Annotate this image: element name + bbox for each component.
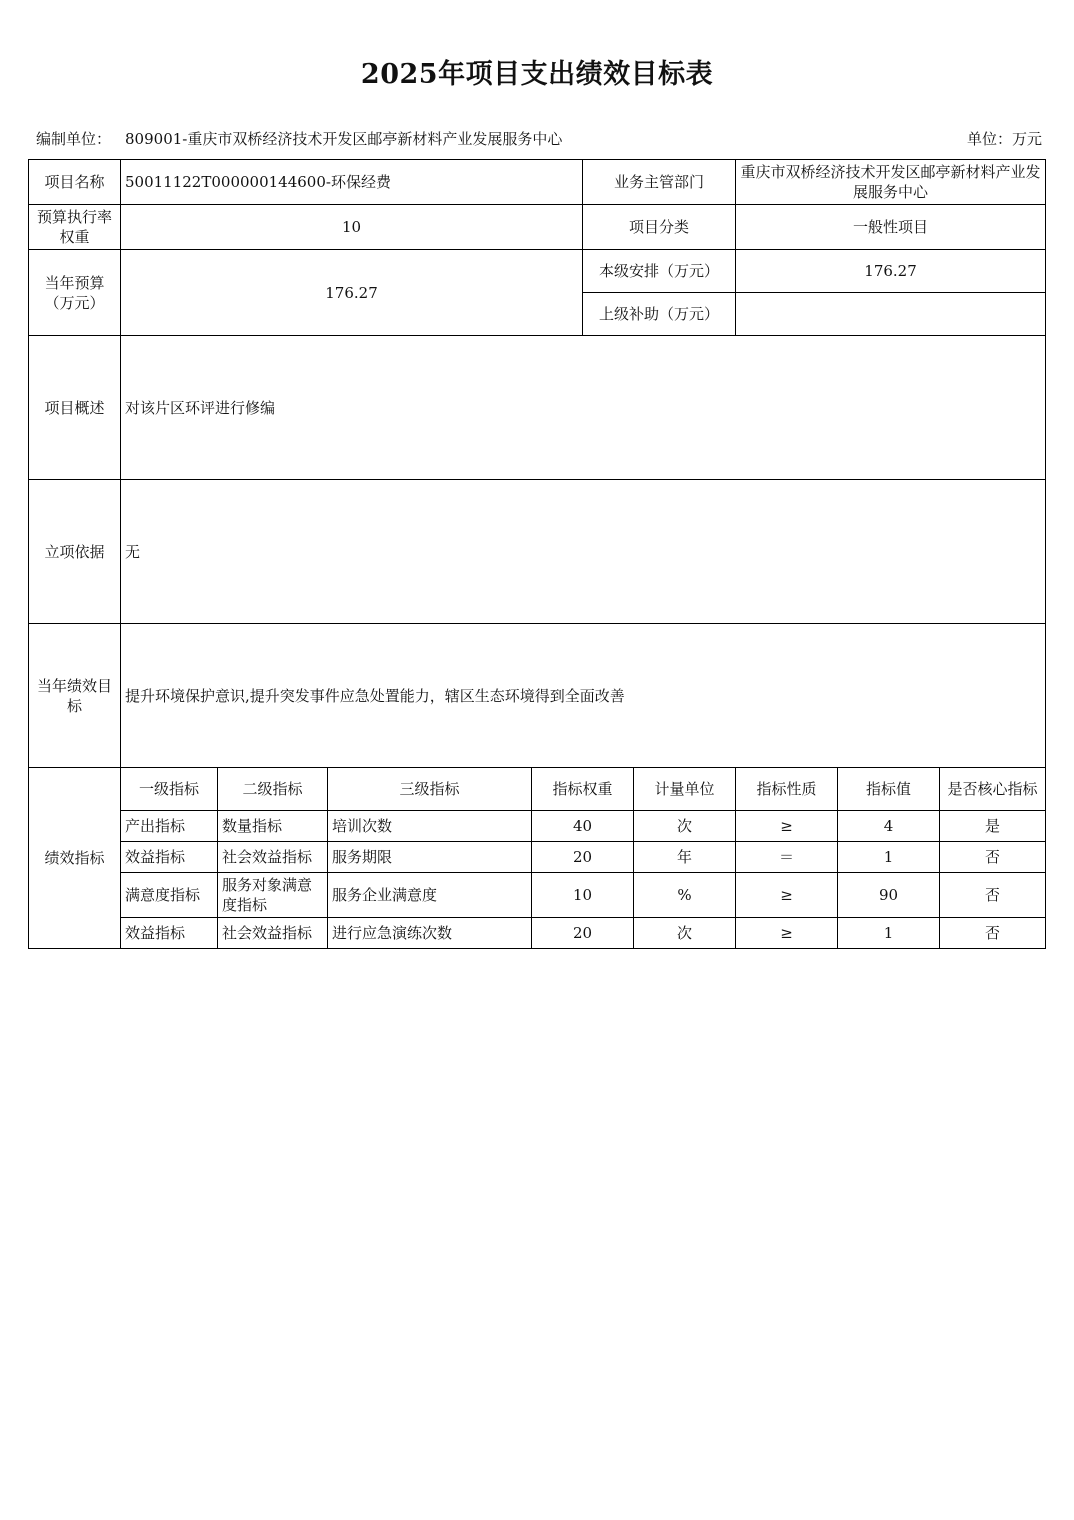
weight-label: 预算执行率权重 (29, 205, 121, 250)
upper-value (736, 293, 1046, 336)
level3-cell: 服务企业满意度 (328, 873, 532, 918)
table-row (29, 842, 1046, 873)
header-value: 指标值 (838, 768, 940, 811)
level2-cell: 社会效益指标 (218, 842, 328, 873)
unit-cell: % (634, 873, 736, 918)
weight-cell: 40 (532, 811, 634, 842)
weight-value: 10 (121, 205, 583, 250)
level1-cell: 效益指标 (121, 842, 218, 873)
budget-label: 当年预算（万元） (29, 250, 121, 336)
performance-table (28, 159, 1046, 949)
value-cell: 1 (838, 842, 940, 873)
core-cell: 是 (940, 811, 1046, 842)
goal-value: 提升环境保护意识,提升突发事件应急处置能力，辖区生态环境得到全面改善 (121, 624, 1046, 768)
core-cell: 否 (940, 842, 1046, 873)
budget-value: 176.27 (121, 250, 583, 336)
level2-cell: 数量指标 (218, 811, 328, 842)
header-weight: 指标权重 (532, 768, 634, 811)
core-cell: 否 (940, 873, 1046, 918)
header-nature: 指标性质 (736, 768, 838, 811)
level1-cell: 产出指标 (121, 811, 218, 842)
core-cell: 否 (940, 918, 1046, 949)
weight-cell: 20 (532, 842, 634, 873)
local-value: 176.27 (736, 250, 1046, 293)
goal-label: 当年绩效目标 (29, 624, 121, 768)
level3-cell: 培训次数 (328, 811, 532, 842)
value-cell: 90 (838, 873, 940, 918)
indicator-header-row (29, 768, 1046, 811)
table-row (29, 811, 1046, 842)
project-name-label: 项目名称 (29, 160, 121, 205)
unit-label: 单位：万元 (966, 130, 1042, 148)
value-cell: 4 (838, 811, 940, 842)
level2-cell: 社会效益指标 (218, 918, 328, 949)
level2-cell: 服务对象满意度指标 (218, 873, 328, 918)
local-label: 本级安排（万元） (583, 250, 736, 293)
header-unit: 计量单位 (634, 768, 736, 811)
header-level1: 一级指标 (121, 768, 218, 811)
weight-cell: 20 (532, 918, 634, 949)
dept-value: 重庆市双桥经济技术开发区邮亭新材料产业发展服务中心 (736, 160, 1046, 205)
nature-cell: ≥ (736, 811, 838, 842)
weight-cell: 10 (532, 873, 634, 918)
unit-cell: 次 (634, 811, 736, 842)
table-row (29, 873, 1046, 918)
nature-cell: ≥ (736, 873, 838, 918)
unit-cell: 年 (634, 842, 736, 873)
page-title: 2025年项目支出绩效目标表 (360, 59, 714, 90)
level1-cell: 满意度指标 (121, 873, 218, 918)
category-value: 一般性项目 (736, 205, 1046, 250)
indicator-section-label: 绩效指标 (29, 768, 121, 949)
overview-value: 对该片区环评进行修编 (121, 336, 1046, 480)
dept-label: 业务主管部门 (583, 160, 736, 205)
table-row (29, 918, 1046, 949)
nature-cell: ≥ (736, 918, 838, 949)
basis-label: 立项依据 (29, 480, 121, 624)
org-label: 编制单位： (36, 130, 112, 148)
project-name-value: 50011122T000000144600-环保经费 (121, 160, 583, 205)
header-core: 是否核心指标 (940, 768, 1046, 811)
category-label: 项目分类 (583, 205, 736, 250)
header-level3: 三级指标 (328, 768, 532, 811)
nature-cell: ＝ (736, 842, 838, 873)
org-value: 809001-重庆市双桥经济技术开发区邮亭新材料产业发展服务中心 (125, 130, 563, 148)
value-cell: 1 (838, 918, 940, 949)
basis-value: 无 (121, 480, 1046, 624)
level3-cell: 进行应急演练次数 (328, 918, 532, 949)
unit-cell: 次 (634, 918, 736, 949)
org-info (36, 128, 562, 149)
level3-cell: 服务期限 (328, 842, 532, 873)
overview-label: 项目概述 (29, 336, 121, 480)
level1-cell: 效益指标 (121, 918, 218, 949)
upper-label: 上级补助（万元） (583, 293, 736, 336)
header-level2: 二级指标 (218, 768, 328, 811)
